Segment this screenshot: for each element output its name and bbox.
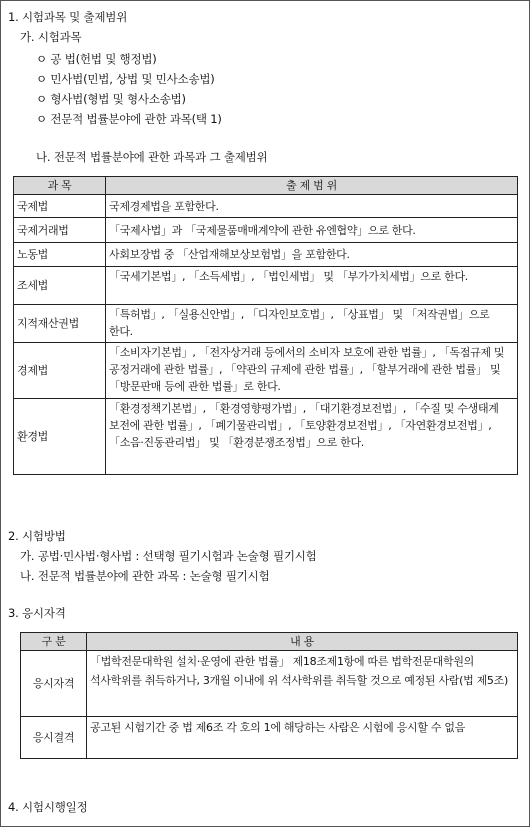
table-header-row bbox=[14, 177, 518, 195]
subject-cell: 경제법 bbox=[14, 343, 106, 399]
eligibility-table bbox=[20, 632, 518, 759]
table-row bbox=[14, 267, 518, 305]
header-scope: 출 제 범 위 bbox=[106, 177, 518, 195]
subject-item: ㅇ 공 법(헌법 및 행정법) bbox=[36, 52, 157, 66]
subject-cell: 환경법 bbox=[14, 399, 106, 475]
section1-heading: 1. 시험과목 및 출제범위 bbox=[8, 10, 128, 24]
table-header-row bbox=[21, 633, 518, 651]
scope-cell: 「국세기본법」, 「소득세법」, 「법인세법」 및 「부가가치세법」으로 한다. bbox=[106, 267, 518, 305]
exam-method-item: 나. 전문적 법률분야에 관한 과목 : 논술형 필기시험 bbox=[20, 569, 270, 583]
table-row bbox=[21, 651, 518, 717]
scope-cell: 「소비자기본법」, 「전자상거래 등에서의 소비자 보호에 관한 법률」, 「독점규제 및 공정거래에 관한 법률」, 「약관의 규제에 관한 법률」, 「할부거래에 관한 법률」 및 「방문판매 등에 관한 법률」로 한다. bbox=[106, 343, 518, 399]
subject-cell: 노동법 bbox=[14, 243, 106, 267]
table-row bbox=[14, 218, 518, 243]
scope-cell: 「특허법」, 「실용신안법」, 「디자인보호법」, 「상표법」 및 「저작권법」으로 한다. bbox=[106, 305, 518, 343]
subsection-b-heading: 나. 전문적 법률분야에 관한 과목과 그 출제범위 bbox=[36, 150, 268, 164]
table-row bbox=[14, 343, 518, 399]
exam-method-item: 가. 공법·민사법·형사법 : 선택형 필기시험과 논술형 필기시험 bbox=[20, 549, 317, 563]
header-category: 구 분 bbox=[21, 633, 87, 651]
scope-cell: 「환경정책기본법」, 「환경영향평가법」, 「대기환경보전법」, 「수질 및 수생태계 보전에 관한 법률」, 「폐기물관리법」, 「토양환경보전법」, 「자연환경보전법」, 「소음·진동관리법」 및 「환경분쟁조정법」으로 한다. bbox=[106, 399, 518, 475]
table-row bbox=[14, 305, 518, 343]
subsection-a-heading: 가. 시험과목 bbox=[20, 30, 82, 44]
eligibility-label: 응시자격 bbox=[21, 651, 87, 717]
table-row bbox=[14, 195, 518, 218]
header-subject: 과 목 bbox=[14, 177, 106, 195]
scope-cell: 국제경제법을 포함한다. bbox=[106, 195, 518, 218]
section3-heading: 3. 응시자격 bbox=[8, 606, 66, 620]
header-content: 내 용 bbox=[87, 633, 518, 651]
subject-cell: 지적재산권법 bbox=[14, 305, 106, 343]
eligibility-content: 「법학전문대학원 설치·운영에 관한 법률」 제18조제1항에 따른 법학전문대학원의 석사학위를 취득하거나, 3개월 이내에 위 석사학위를 취득할 것으로 예정된 사람(법 제5조) bbox=[87, 651, 518, 717]
subject-item: ㅇ 형사법(형법 및 형사소송법) bbox=[36, 92, 186, 106]
subject-cell: 국제법 bbox=[14, 195, 106, 218]
table-row bbox=[21, 717, 518, 759]
table-row bbox=[14, 243, 518, 267]
scope-cell: 사회보장법 중 「산업재해보상보험법」을 포함한다. bbox=[106, 243, 518, 267]
subject-item: ㅇ 전문적 법률분야에 관한 과목(택 1) bbox=[36, 112, 222, 126]
subject-cell: 조세법 bbox=[14, 267, 106, 305]
disqualification-label: 응시결격 bbox=[21, 717, 87, 759]
table-row bbox=[14, 399, 518, 475]
subject-cell: 국제거래법 bbox=[14, 218, 106, 243]
subject-item: ㅇ 민사법(민법, 상법 및 민사소송법) bbox=[36, 72, 215, 86]
section4-heading: 4. 시험시행일정 bbox=[8, 800, 88, 814]
disqualification-content: 공고된 시험기간 중 법 제6조 각 호의 1에 해당하는 사람은 시험에 응시할 수 없음 bbox=[87, 717, 518, 759]
section2-heading: 2. 시험방법 bbox=[8, 529, 66, 543]
subject-scope-table bbox=[13, 176, 518, 475]
scope-cell: 「국제사법」과 「국제물품매매계약에 관한 유엔협약」으로 한다. bbox=[106, 218, 518, 243]
